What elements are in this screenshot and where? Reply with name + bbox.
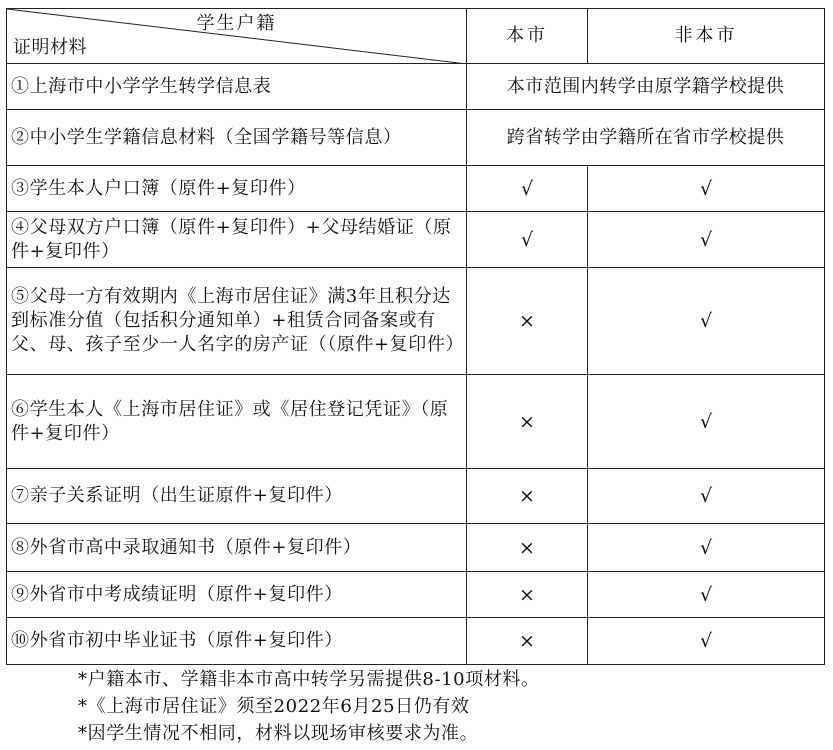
footnotes [78, 666, 540, 747]
material-item: ②中小学生学籍信息材料（全国学籍号等信息） [7, 110, 467, 166]
column-header-nonlocal: 非本市 [588, 9, 825, 64]
table-row [7, 212, 825, 268]
column-header-local: 本市 [467, 9, 588, 64]
nonlocal-mark: √ [588, 268, 825, 375]
nonlocal-mark: √ [588, 469, 825, 524]
material-item: ①上海市中小学学生转学信息表 [7, 64, 467, 110]
nonlocal-mark: √ [588, 212, 825, 268]
nonlocal-mark: √ [588, 572, 825, 618]
material-item: ⑨外省市中考成绩证明（原件+复印件） [7, 572, 467, 618]
nonlocal-mark: √ [588, 524, 825, 572]
provision-note: 本市范围内转学由原学籍学校提供 [467, 64, 825, 110]
provision-note: 跨省转学由学籍所在省市学校提供 [467, 110, 825, 166]
material-item: ③学生本人户口簿（原件+复印件） [7, 166, 467, 212]
footnote-residence-permit: *《上海市居住证》须至2022年6月25日仍有效 [78, 696, 470, 717]
table-row [7, 524, 825, 572]
local-mark: × [467, 375, 588, 469]
nonlocal-mark: √ [588, 375, 825, 469]
material-item: ⑩外省市初中毕业证书（原件+复印件） [7, 618, 467, 665]
footnote-transfer: *户籍本市、学籍非本市高中转学另需提供8-10项材料。 [78, 669, 540, 690]
table-row [7, 268, 825, 375]
local-mark: × [467, 572, 588, 618]
requirements-table [6, 8, 825, 665]
header-household-label: 学生户籍 [196, 13, 277, 34]
header-materials-label: 证明材料 [13, 37, 87, 58]
local-mark: × [467, 469, 588, 524]
local-mark: √ [467, 212, 588, 268]
table-row [7, 469, 825, 524]
material-item: ⑧外省市高中录取通知书（原件+复印件） [7, 524, 467, 572]
nonlocal-mark: √ [588, 618, 825, 665]
nonlocal-mark: √ [588, 166, 825, 212]
table-row [7, 64, 825, 110]
local-mark: √ [467, 166, 588, 212]
local-mark: × [467, 268, 588, 375]
table-row [7, 375, 825, 469]
table-row [7, 618, 825, 665]
footnote-review: *因学生情况不相同，材料以现场审核要求为准。 [78, 723, 479, 744]
material-item: ④父母双方户口簿（原件+复印件）+父母结婚证（原件+复印件） [7, 212, 467, 268]
table-row [7, 166, 825, 212]
material-item: ⑦亲子关系证明（出生证原件+复印件） [7, 469, 467, 524]
material-item: ⑥学生本人《上海市居住证》或《居住登记凭证》（原件+复印件） [7, 375, 467, 469]
local-mark: × [467, 524, 588, 572]
diagonal-header-cell [7, 9, 467, 64]
table-row [7, 110, 825, 166]
material-item: ⑤父母一方有效期内《上海市居住证》满3年且积分达到标准分值（包括积分通知单）+租赁合同备案或有父、母、孩子至少一人名字的房产证（（原件+复印件） [7, 268, 467, 375]
local-mark: × [467, 618, 588, 665]
header-row [7, 9, 825, 64]
table-row [7, 572, 825, 618]
